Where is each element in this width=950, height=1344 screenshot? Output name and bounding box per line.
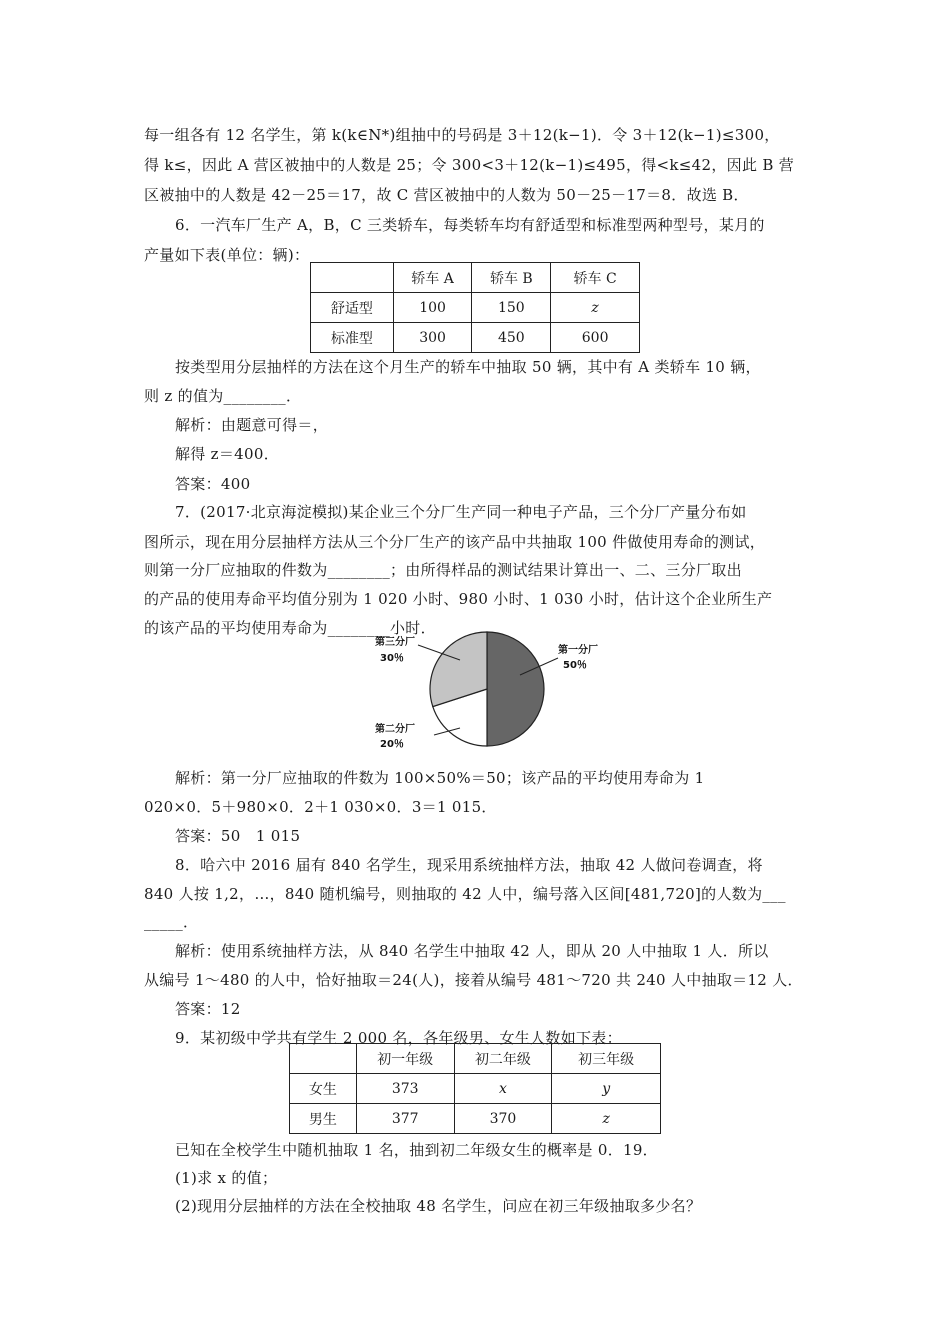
text-line: 的产品的使用寿命平均值分别为 1 020 小时、980 小时、1 030 小时，估计这个企业所生产 — [144, 590, 773, 608]
question-6-line: 6．一汽车厂生产 A，B，C 三类轿车，每类轿车均有舒适型和标准型两种型号，某月的 — [175, 216, 765, 234]
table-row-label: 男生 — [290, 1104, 357, 1134]
sub-question-line: (1)求 x 的值； — [175, 1169, 278, 1187]
text-line: 产量如下表(单位：辆)： — [144, 246, 310, 264]
table-header-cell — [311, 263, 394, 293]
table-cell: z — [552, 1104, 661, 1134]
answer-line: 答案：400 — [175, 475, 251, 493]
table-cell: 600 — [551, 323, 640, 353]
text-line: _____． — [144, 913, 199, 931]
table-header-cell: 初二年级 — [454, 1044, 552, 1074]
text-line: 已知在全校学生中随机抽取 1 名，抽到初二年级女生的概率是 0．19． — [175, 1141, 658, 1159]
sub-question-line: (2)现用分层抽样的方法在全校抽取 48 名学生，问应在初三年级抽取多少名？ — [175, 1197, 702, 1215]
text-line: 图所示，现在用分层抽样方法从三个分厂生产的该产品中共抽取 100 件做使用寿命的测试， — [144, 533, 766, 551]
answer-line: 答案：12 — [175, 1000, 241, 1018]
table-header-cell: 初三年级 — [552, 1044, 661, 1074]
text-line: 的该产品的平均使用寿命为________小时． — [144, 619, 436, 637]
legend-label-factory-2: 第二分厂 — [375, 724, 415, 735]
legend-percent-factory-2: 20％ — [380, 739, 404, 750]
question-8-line: 8．哈六中 2016 届有 840 名学生，现采用系统抽样方法，抽取 42 人做问卷调查，将 — [175, 856, 763, 874]
text-line: 区被抽中的人数是 42－25＝17，故 C 营区被抽中的人数为 50－25－17＝8．故选 B． — [144, 186, 749, 204]
table-cell: 100 — [393, 293, 472, 323]
legend-percent-factory-3: 30％ — [380, 653, 404, 664]
table-cell: y — [552, 1074, 661, 1104]
solution-line: 解析：使用系统抽样方法，从 840 名学生中抽取 42 人，即从 20 人中抽取 1 人．所以 — [175, 942, 769, 960]
table-header-cell — [290, 1044, 357, 1074]
text-line: 得 k≤，因此 A 营区被抽中的人数是 25；令 300<3＋12(k−1)≤495，得<k≤42，因此 B 营 — [144, 156, 795, 174]
table-header-cell: 初一年级 — [356, 1044, 454, 1074]
answer-line: 答案：50 1 015 — [175, 827, 301, 845]
legend-percent-factory-1: 50％ — [563, 660, 587, 671]
table-cell: z — [551, 293, 640, 323]
table-cell: x — [454, 1074, 552, 1104]
table-cell: 300 — [393, 323, 472, 353]
text-line: 则 z 的值为________． — [144, 387, 302, 405]
table-header-cell: 轿车 B — [472, 263, 551, 293]
table-cell: 150 — [472, 293, 551, 323]
legend-label-factory-3: 第三分厂 — [375, 637, 415, 648]
text-line: 从编号 1～480 的人中，恰好抽取＝24(人)，接着从编号 481～720 共 240 人中抽取＝12 人． — [144, 971, 803, 989]
factory-output-pie-chart — [370, 630, 620, 760]
question-9-line: 9．某初级中学共有学生 2 000 名，各年级男、女生人数如下表： — [175, 1029, 622, 1047]
table-cell: 373 — [356, 1074, 454, 1104]
solution-line: 解析：由题意可得＝， — [175, 416, 329, 434]
legend-label-factory-1: 第一分厂 — [558, 645, 598, 656]
table-row-label: 标准型 — [311, 323, 394, 353]
text-line: 每一组各有 12 名学生，第 k(k∈N*)组抽中的号码是 3＋12(k−1)．令 3＋12(k−1)≤300， — [144, 126, 780, 144]
table-row-label: 女生 — [290, 1074, 357, 1104]
table-cell: 370 — [454, 1104, 552, 1134]
text-line: 020×0．5＋980×0．2＋1 030×0．3＝1 015． — [144, 798, 497, 816]
table-header-cell: 轿车 C — [551, 263, 640, 293]
text-line: 840 人按 1,2，…，840 随机编号，则抽取的 42 人中，编号落入区间[481,720]的人数为___ — [144, 885, 786, 903]
text-line: 按类型用分层抽样的方法在这个月生产的轿车中抽取 50 辆，其中有 A 类轿车 10 辆， — [175, 358, 761, 376]
solution-line: 解析：第一分厂应抽取的件数为 100×50%＝50；该产品的平均使用寿命为 1 — [175, 769, 705, 787]
text-line: 则第一分厂应抽取的件数为________；由所得样品的测试结果计算出一、二、三分厂取出 — [144, 561, 742, 579]
table-header-cell: 轿车 A — [393, 263, 472, 293]
student-count-table — [289, 1043, 661, 1134]
car-production-table — [310, 262, 640, 353]
question-7-line: 7．(2017·北京海淀模拟)某企业三个分厂生产同一种电子产品，三个分厂产量分布如 — [175, 503, 747, 521]
table-row-label: 舒适型 — [311, 293, 394, 323]
table-cell: 450 — [472, 323, 551, 353]
pie-slice-factory-1 — [487, 632, 544, 746]
table-cell: 377 — [356, 1104, 454, 1134]
solution-line: 解得 z＝400． — [175, 445, 280, 463]
